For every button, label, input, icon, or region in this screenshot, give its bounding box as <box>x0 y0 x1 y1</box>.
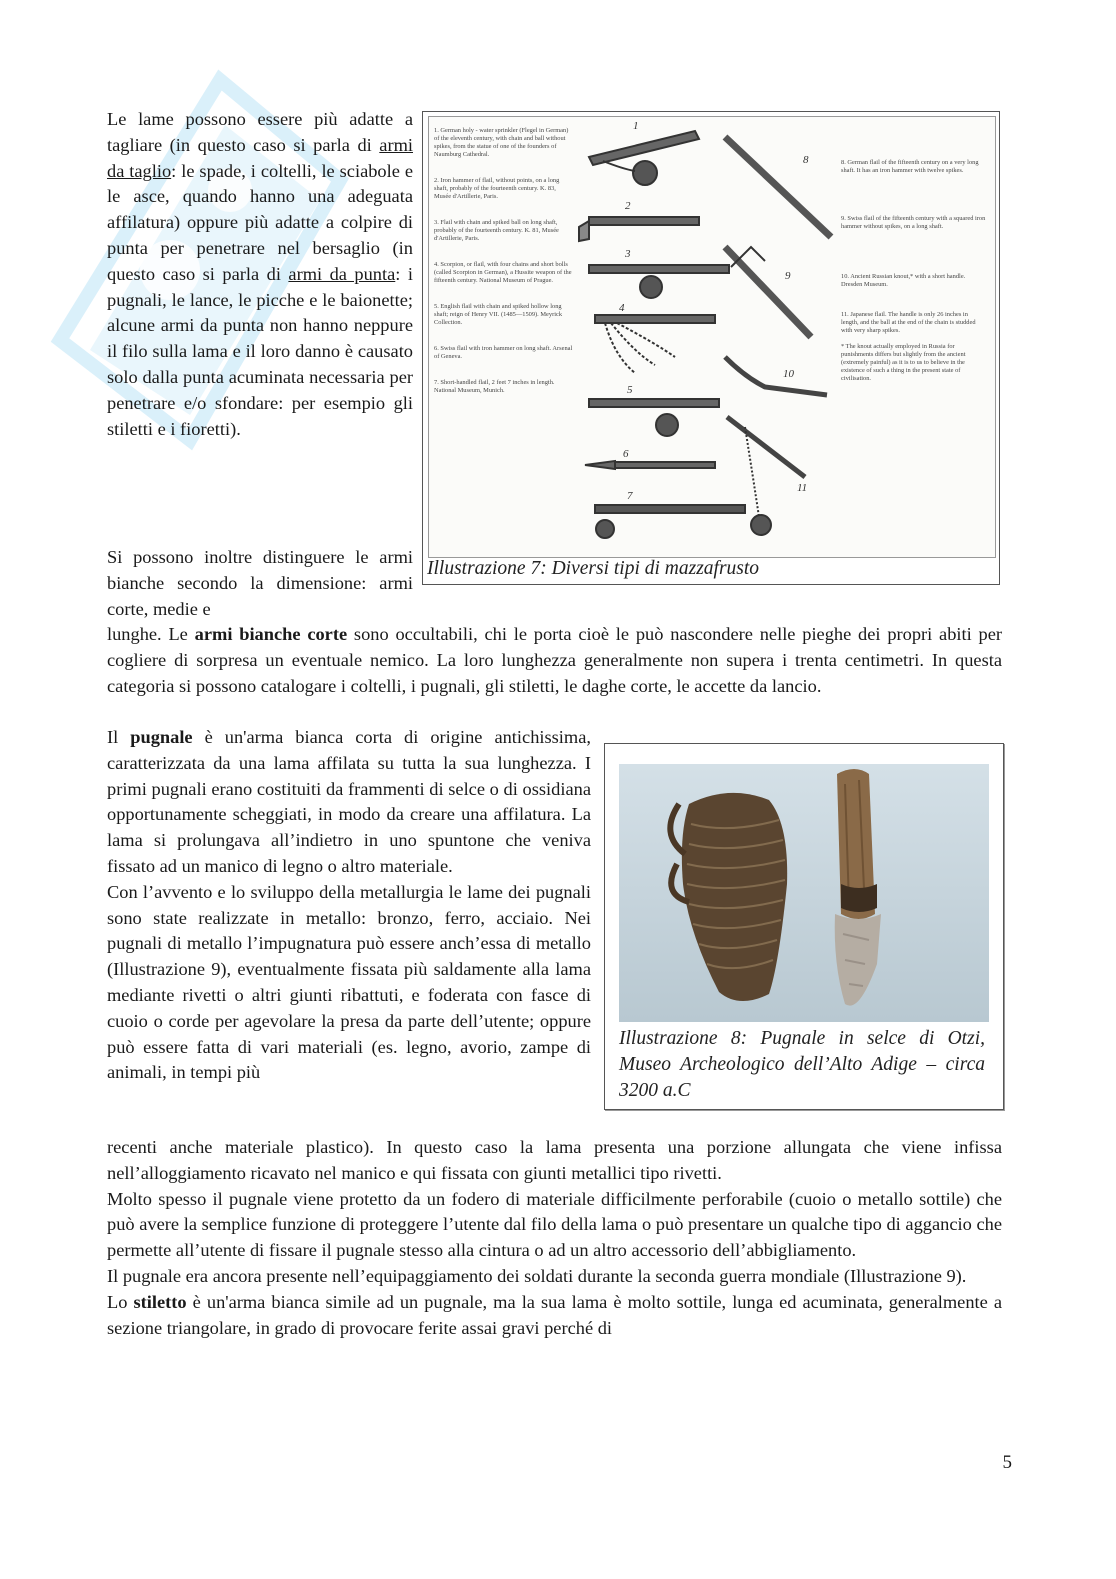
flail-number: 11 <box>797 482 808 494</box>
sheath-paragraph: Molto spesso il pugnale viene protetto da un fodero di materiale difficilmente perforabile (cuoio o metallo sottile) che può avere la semplice funzione di proteggere l’utente dal filo della lama o può presentare un qualche tipo di aggancio che permette all’utente di fissare il pugnale stesso alla cintura o ad un altro accessorio dell’abbigliamento. <box>107 1188 1002 1261</box>
flails-drawing <box>575 117 841 557</box>
legend-item: * The knout actually employed in Russia for punishments differs but slightly from the ancient (extremely painful) as it is to us to believe in the existence of such a thing in the present state of civilisation. <box>841 343 966 382</box>
legend-item: 1. German holy - water sprinkler (Flegel in German) of the eleventh century, with chain and ball without spikes, from the statue of one of the founders of Naumburg Cathedral. <box>434 127 569 158</box>
flail-number: 6 <box>623 448 629 460</box>
short-arms-paragraph <box>107 622 1002 699</box>
armi-da-punta-link[interactable]: armi da punta <box>288 263 396 284</box>
otzi-dagger-photo <box>619 764 989 1022</box>
intro-paragraph <box>107 107 413 442</box>
intro-text-c: : i pugnali, le lance, le picche e le baionette; alcune armi da punta non hanno neppure il filo sulla lama e il loro danno è causato solo dalla punta acuminata necessaria per penetrare e/o sfondare: per esempio gli stiletti e i fioretti). <box>107 263 413 439</box>
dagger-bold: pugnale <box>130 727 193 747</box>
flail-legend-right <box>841 159 987 383</box>
short-arms-text-b: sono occultabili, chi le porta cioè le può nascondere nelle pieghe dei propri abiti per cogliere di sorpresa un eventuale nemico. La loro lunghezza generalmente non supera i trenta centimetri. In questa categoria si possono catalogare i coltelli, i pugnali, gli stiletti, le daghe corte, le accette da lancio. <box>107 624 1003 696</box>
figure-7-caption: Illustrazione 7: Diversi tipi di mazzafrusto <box>427 558 760 579</box>
continuation-text-1: recenti anche materiale plastico). In questo caso la lama presenta una porzione allungata che viene infissa nell’alloggiamento ricavato nel manico e qui fissata con giunti metallici tipo rivetti. <box>107 1137 1002 1183</box>
ww2-paragraph: Il pugnale era ancora presente nell’equipaggiamento dei soldati durante la seconda guerra mondiale (Illustrazione 9). <box>107 1265 967 1286</box>
continuation-paragraphs <box>107 1135 1002 1341</box>
dagger-paragraphs <box>107 725 591 1086</box>
figure-7-image <box>428 116 996 558</box>
legend-item: 5. English flail with chain and spiked hollow long shaft; reign of Henry VII. (1485—1509). Meyrick Collection. <box>434 303 563 326</box>
legend-item: 7. Short-handled flail, 2 feet 7 inches in length. National Museum, Munich. <box>434 379 555 394</box>
stiletto-bold: stiletto <box>133 1291 187 1312</box>
flail-number: 8 <box>803 154 809 166</box>
legend-item: 2. Iron hammer of flail, without points, on a long shaft, probably of the fourteenth century. K. 83, Musée d'Artillerie, Paris. <box>434 177 560 200</box>
flail-number: 10 <box>783 368 794 380</box>
flail-number: 2 <box>625 200 631 212</box>
legend-item: 11. Japanese flail. The handle is only 26 inches in length, and the ball at the end of the chain is studded with very sharp spikes. <box>841 311 976 334</box>
legend-item: 3. Flail with chain and spiked ball on long shaft, probably of the fourteenth century. K. 81, Musée d'Artillerie, Paris. <box>434 219 559 242</box>
flail-number: 9 <box>785 270 791 282</box>
legend-item: 6. Swiss flail with iron hammer on long shaft. Arsenal of Geneva. <box>434 345 573 360</box>
figure-7 <box>422 111 1000 585</box>
flail-number: 4 <box>619 302 625 314</box>
figure-8 <box>604 743 1004 1110</box>
legend-item: 9. Swiss flail of the fifteenth century with a squared iron hammer without spikes, on a long shaft. <box>841 215 986 230</box>
stiletto-text-a: Lo <box>107 1291 134 1312</box>
short-arms-bold: armi bianche corte <box>194 624 348 644</box>
legend-item: 4. Scorpion, or flail, with four chains and short bolls (called Scorpion in German), a Hussite weapon of the fifteenth century. National Museum of Prague. <box>434 261 572 284</box>
flail-number: 3 <box>625 248 631 260</box>
intro-text-b: : le spade, i coltelli, le sciabole e le asce, quando hanno una adeguata affilatura) oppure più adatte a colpire di punta per penetrare nel bersaglio (in questo caso si parla di <box>107 160 413 284</box>
legend-item: 8. German flail of the fifteenth century on a very long shaft. It has an iron hammer with twelve spikes. <box>841 159 979 174</box>
page-number: 5 <box>1002 1452 1012 1473</box>
dagger-text-b: è un'arma bianca corta di origine antichissima, caratterizzata da una lama affilata su tutta la sua lunghezza. I primi pugnali erano costituiti da frammenti di selce o di ossidiana opportunamente scheggiati, in modo da creare una affilatura. La lama si prolungava all’indietro in uno spuntone che veniva fissato ad un manico di legno o altro materiale. <box>107 727 591 876</box>
dimension-text: Si possono inoltre distinguere le armi bianche secondo la dimensione: armi corte, medie e <box>107 547 413 619</box>
flail-legend-left <box>434 127 574 395</box>
legend-item: 10. Ancient Russian knout,* with a short handle. Dresden Museum. <box>841 273 966 288</box>
stiletto-text-b: è un'arma bianca simile ad un pugnale, ma la sua lama è molto sottile, lunga ed acuminata, generalmente a sezione triangolare, in grado di provocare ferite assai gravi perché di <box>107 1291 1002 1338</box>
figure-8-caption: Illustrazione 8: Pugnale in selce di Otzi, Museo Archeologico dell’Alto Adige – circa 3200 a.C <box>619 1028 985 1101</box>
metallurgy-text: Con l’avvento e lo sviluppo della metallurgia le lame dei pugnali sono state realizzate in metallo: bronzo, ferro, acciaio. Nei pugnali di metallo l’impugnatura può essere anch’essa di metallo (Illustrazione 9), eventualmente fissata più saldamente alla lama mediante rivetti o altri giunti ribattuti, e foderata con fasce di cuoio o corde per agevolare la presa da parte dell’utente; oppure può essere fatta di vari materiali (es. legno, avorio, zampe di animali, in tempi più <box>107 881 591 1083</box>
intro-text-a: Le lame possono essere più adatte a tagliare (in questo caso si parla di <box>107 109 413 155</box>
flail-number: 1 <box>633 120 639 132</box>
flail-number: 7 <box>627 490 633 502</box>
armi-da-taglio-link[interactable]: armi da taglio <box>107 134 413 181</box>
flail-number: 5 <box>627 384 633 396</box>
short-arms-text-a: lunghe. Le <box>107 624 195 644</box>
dagger-text-a: Il <box>107 727 131 747</box>
dimension-paragraph <box>107 545 413 622</box>
